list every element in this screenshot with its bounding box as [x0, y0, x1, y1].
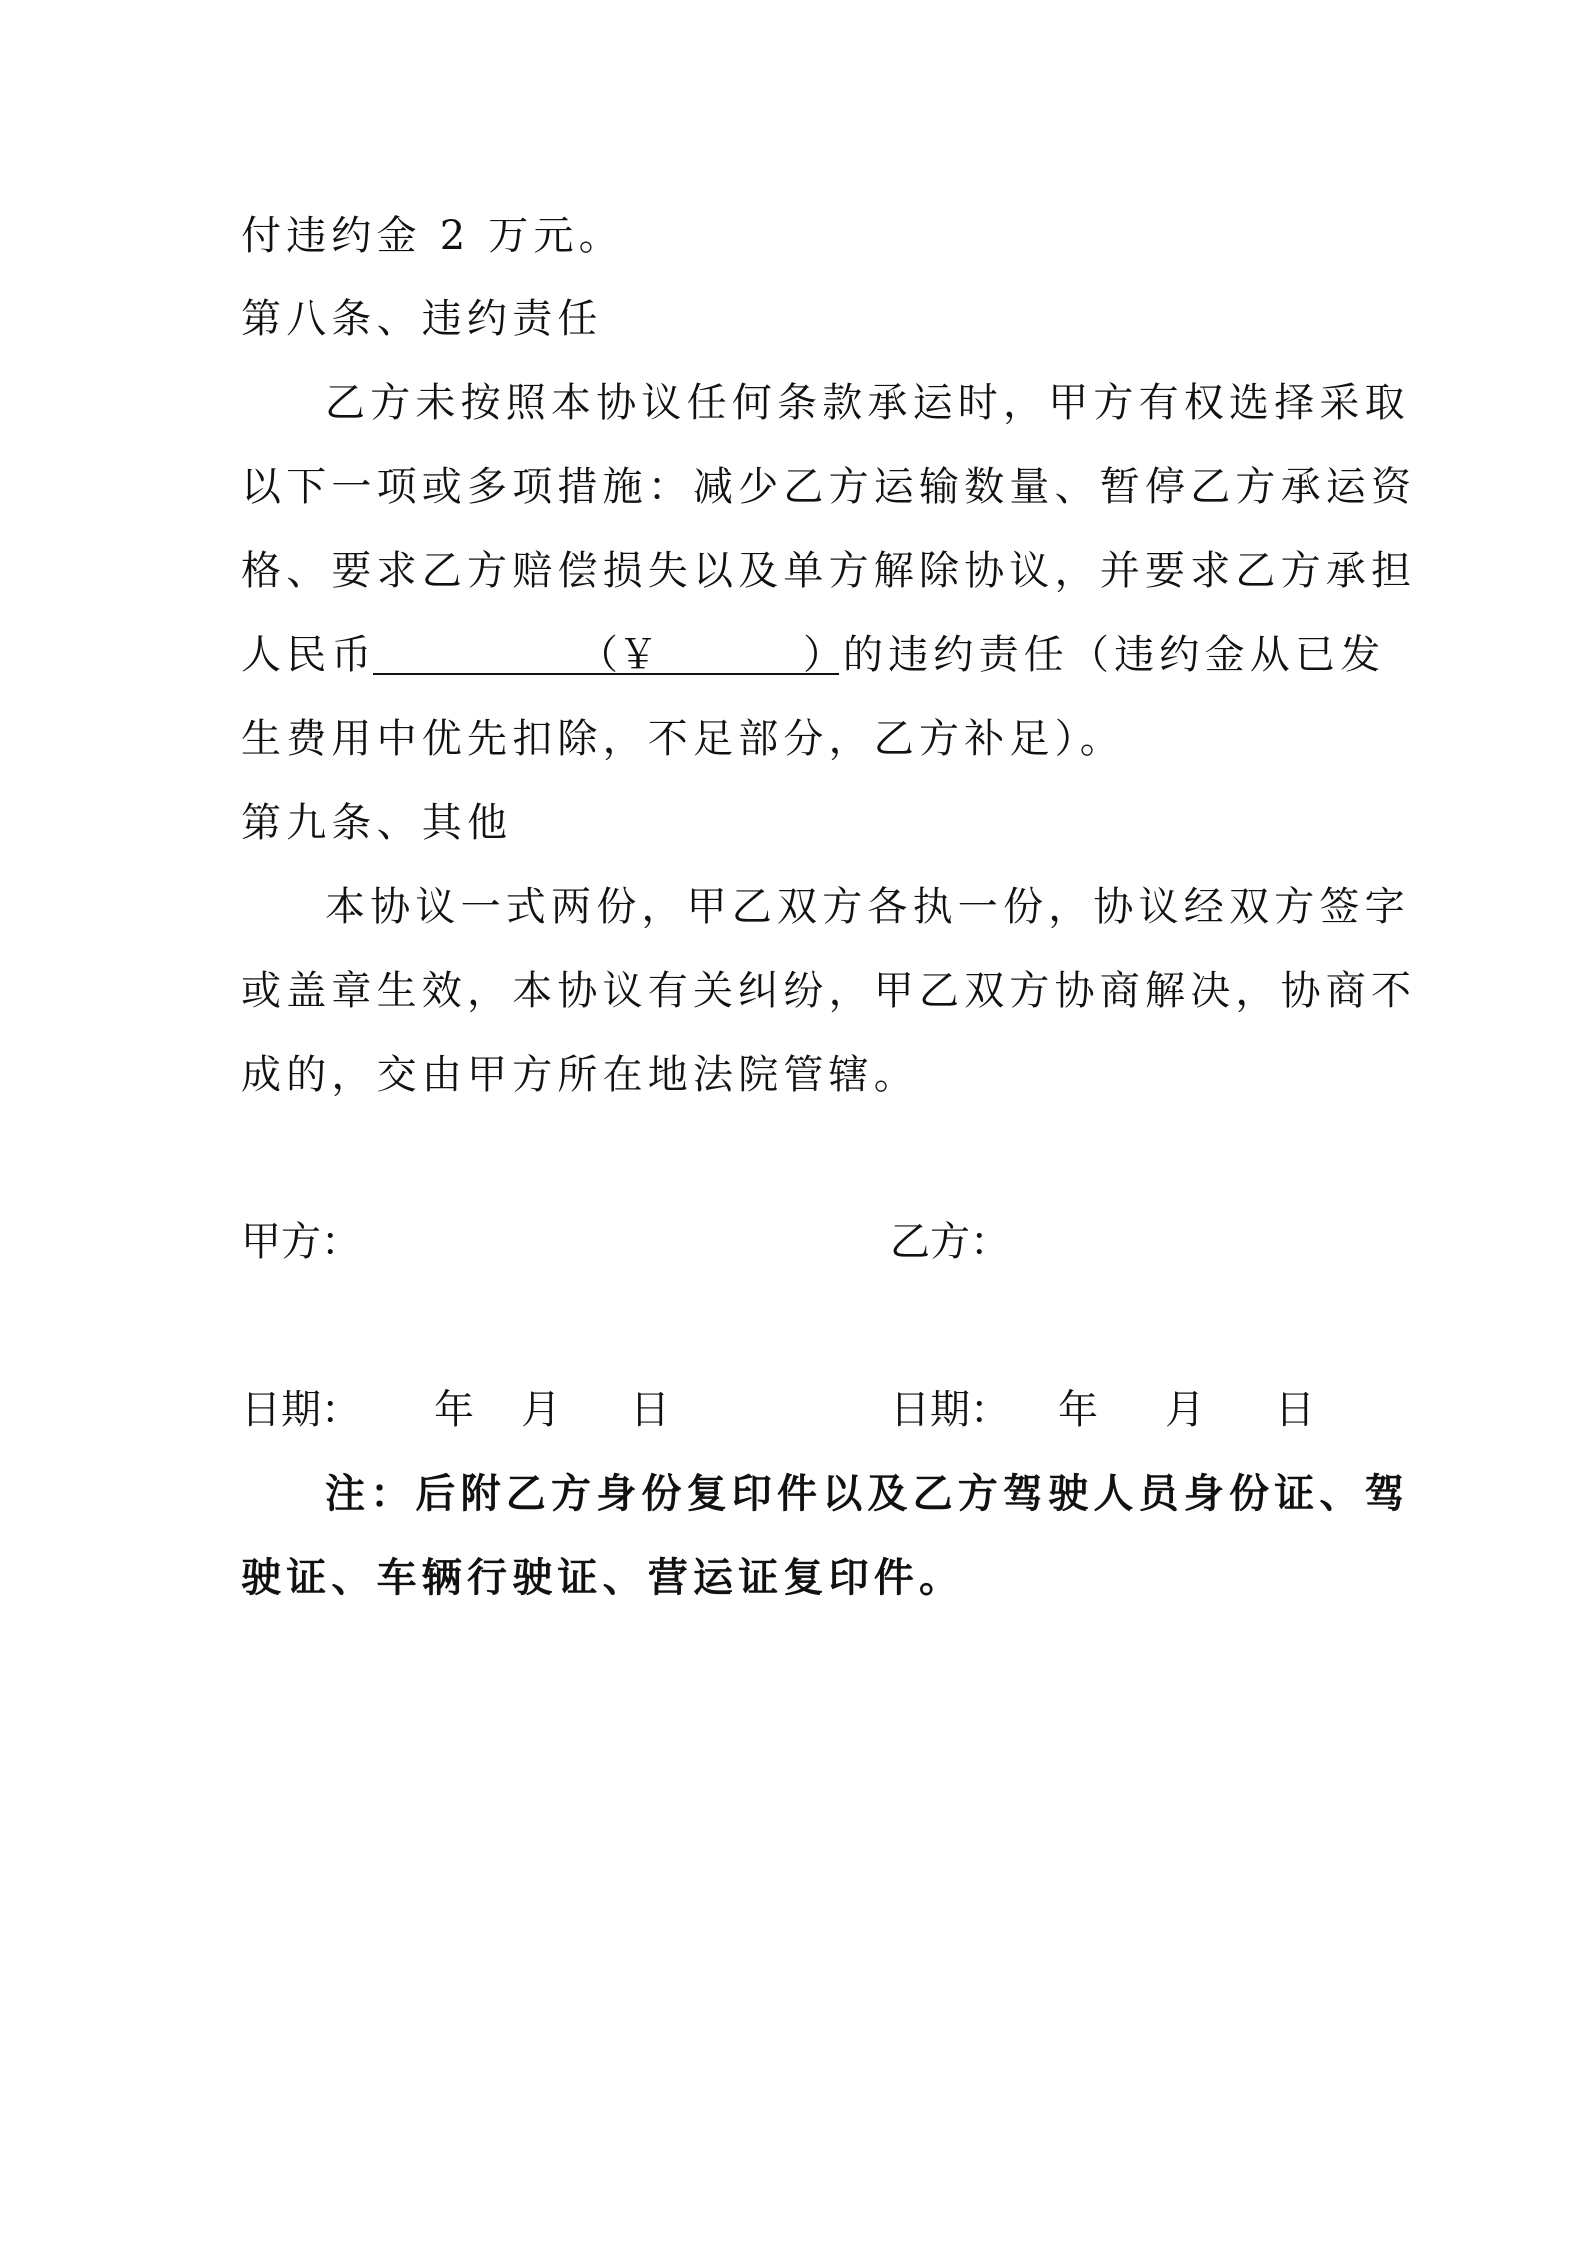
party-a-year: 年: [434, 1387, 474, 1433]
article9-paragraph-line: 本协议一式两份，甲乙双方各执一份，协议经双方签字: [325, 884, 1410, 930]
party-b-year: 年: [1058, 1387, 1098, 1433]
article8-paragraph-line: 生费用中优先扣除，不足部分，乙方补足）。: [241, 716, 1125, 762]
party-b-date-label: 日期：: [890, 1387, 1010, 1433]
amount-suffix: 的违约责任（违约金从已发: [843, 632, 1386, 678]
amount-yuan-open: （￥: [578, 632, 658, 678]
party-a-date-label: 日期：: [241, 1387, 361, 1433]
article8-paragraph-line: 格、要求乙方赔偿损失以及单方解除协议，并要求乙方承担: [241, 548, 1417, 594]
party-b-label: 乙方：: [890, 1219, 1010, 1265]
party-a-day: 日: [630, 1387, 670, 1433]
party-b-month: 月: [1165, 1387, 1205, 1433]
note-line: 驶证、车辆行驶证、营运证复印件。: [241, 1554, 965, 1601]
amount-yuan-close: ）: [803, 632, 843, 678]
article8-heading: 第八条、违约责任: [241, 296, 603, 342]
article9-heading: 第九条、其他: [241, 800, 513, 846]
article8-paragraph-line: 乙方未按照本协议任何条款承运时，甲方有权选择采取: [325, 380, 1410, 426]
party-a-month: 月: [521, 1387, 561, 1433]
amount-prefix: 人民币: [241, 632, 377, 678]
note-line: 注：后附乙方身份复印件以及乙方驾驶人员身份证、驾: [325, 1470, 1410, 1517]
article9-paragraph-line: 成的，交由甲方所在地法院管辖。: [241, 1052, 919, 1098]
article9-paragraph-line: 或盖章生效，本协议有关纠纷，甲乙双方协商解决，协商不: [241, 968, 1417, 1014]
article7-tail-text: 付违约金 2 万元。: [241, 213, 624, 259]
article8-paragraph-line: 以下一项或多项措施：减少乙方运输数量、暂停乙方承运资: [241, 464, 1417, 510]
party-b-day: 日: [1275, 1387, 1315, 1433]
party-a-label: 甲方：: [241, 1219, 361, 1265]
